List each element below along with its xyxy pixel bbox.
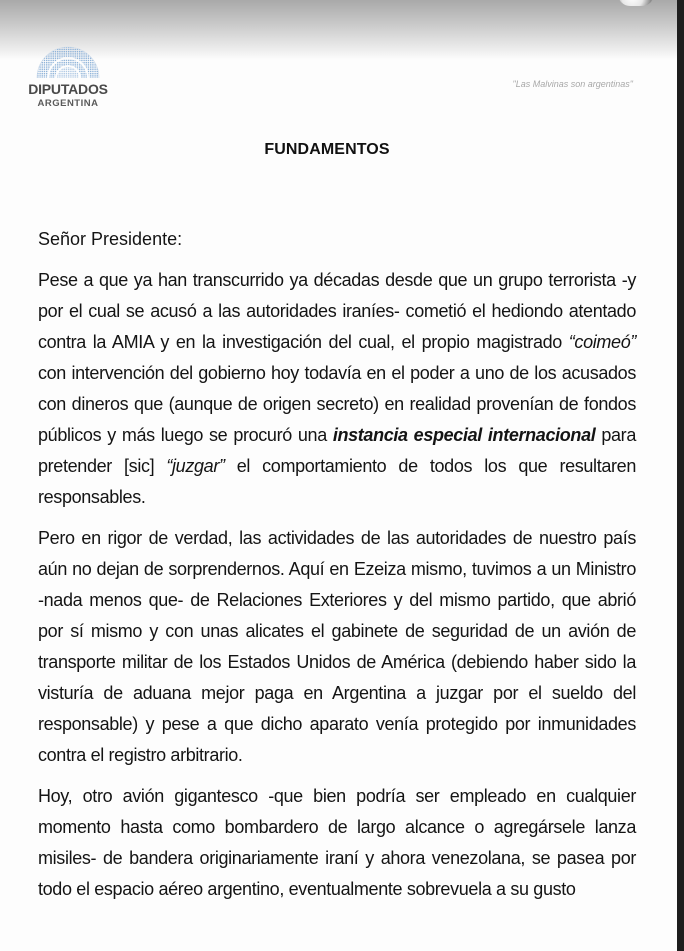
text-run-bold-italic: instancia especial internacional [332,425,596,445]
text-run-italic: “juzgar” [166,456,225,476]
diputados-logo [22,40,114,116]
text-run: Pese a que ya han transcurrido ya décadas desde que un grupo terrorista -y por el cual se acusó a las autoridades iraníes- cometió el hediondo atentado contra la AMIA y en la investigación del cual, el propio magistrado [38,270,636,352]
text-run: con intervención del gobierno hoy todavía en el poder a uno de los acusados con dineros que (aunque de origen secreto) en realidad provenían de fondos públicos y más luego se procuró una [38,363,636,445]
salutation: Señor Presidente: [38,229,183,249]
logo-title: DIPUTADOS [28,81,108,97]
text-run: Pero en rigor de verdad, las actividades de las autoridades de nuestro país aún no dejan de sorprendernos. Aquí en Ezeiza mismo, tuvimos a un Ministro -nada menos que- de Relaciones Exteriores y del mismo partido, que abrió por sí mismo y con unas alicates el gabinete de seguridad de un avión de transporte militar de los Estados Unidos de América (debiendo haber sido la visturía de aduana mejor paga en Argentina a juzgar por el sueldo del responsable) y pese a que dicho aparato venía protegido por inmunidades contra el registro arbitrario. [38,528,636,765]
paragraph-2 [38,523,636,771]
text-run: Hoy, otro avión gigantesco -que bien podría ser empleado en cualquier momento hasta como bombardero de largo alcance o agregársele lanza misiles- de bandera originariamente iraní y ahora venezolana, se pasea por todo el espacio aéreo argentino, eventualmente sobrevuela a su gusto [38,786,636,899]
text-run-italic: “coimeó” [568,332,636,352]
paragraph-3 [38,781,636,905]
text-run: el comportamiento de todos los que resultaren responsables. [38,456,636,507]
header-motto: "Las Malvinas son argentinas" [512,79,633,89]
document-body [38,224,636,915]
screen-edge-strip [677,0,684,951]
chamber-arch-icon [35,40,101,80]
document-title: FUNDAMENTOS [264,141,390,158]
paragraph-1 [38,265,636,513]
logo-subtitle: ARGENTINA [37,98,99,109]
text-run: para pretender [sic] [38,425,636,476]
